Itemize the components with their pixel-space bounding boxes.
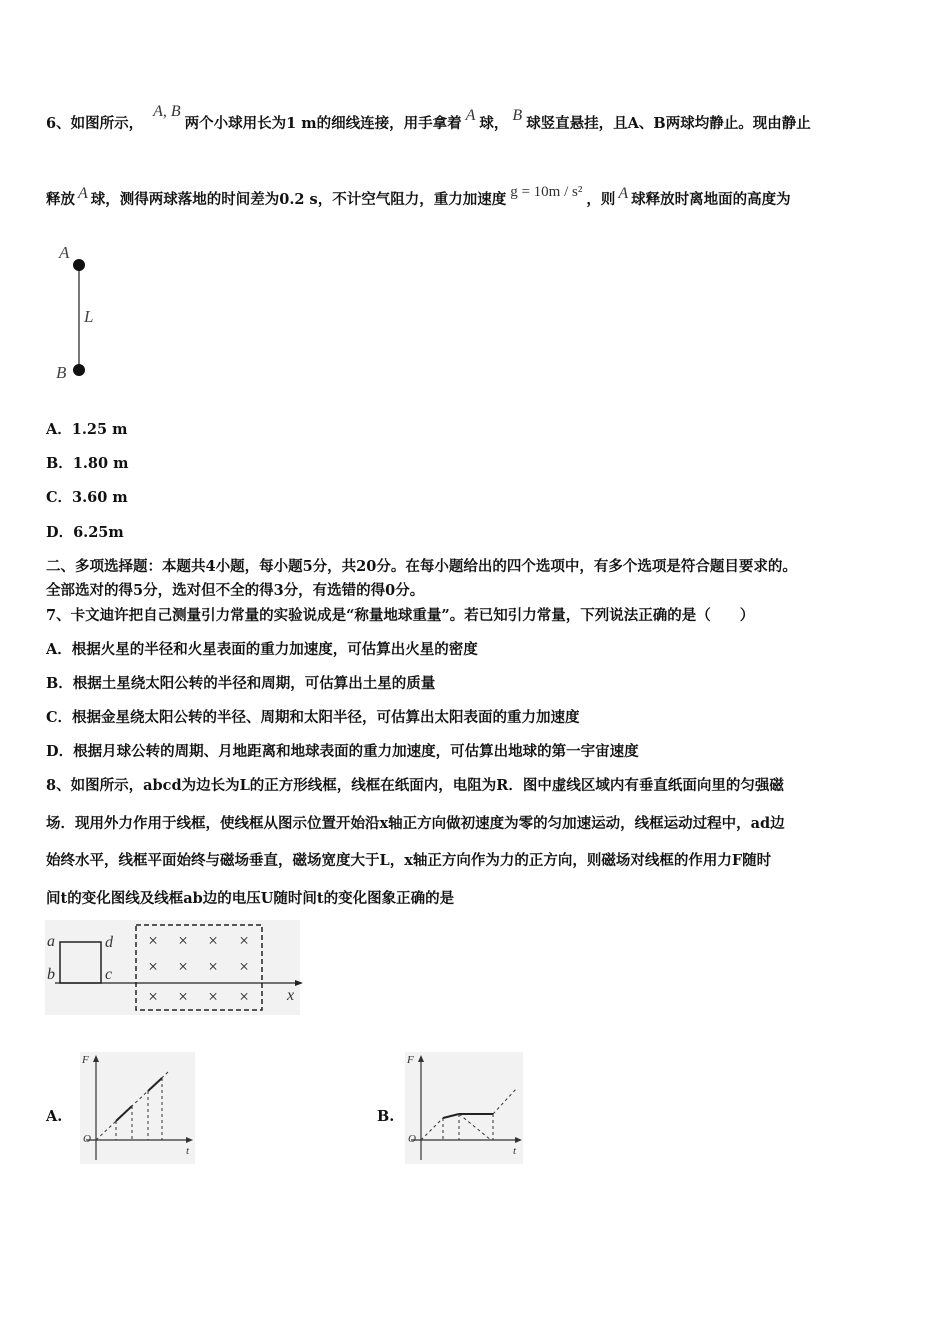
q8-fig-label-d: d bbox=[105, 934, 113, 951]
q8-graph-b-x-label: t bbox=[513, 1145, 517, 1157]
q6-option-b: B．1.80 m bbox=[46, 455, 129, 472]
field-cross-icon: × bbox=[239, 931, 249, 950]
q6-text6: 球释放时离地面的高度为 bbox=[631, 191, 791, 208]
field-cross-icon: × bbox=[208, 987, 218, 1006]
q8-graph-a-background bbox=[80, 1052, 195, 1164]
q7-option-d: D．根据月球公转的周期、月地距离和地球表面的重力加速度，可估算出地球的第一宇宙速度 bbox=[46, 743, 639, 760]
field-cross-icon: × bbox=[239, 957, 249, 976]
q8-graph-b-y-label: F bbox=[407, 1054, 414, 1066]
q6-g-expr: g = 10m / s² bbox=[510, 184, 583, 200]
field-cross-icon: × bbox=[148, 931, 158, 950]
q8-fig-label-c: c bbox=[105, 966, 113, 983]
q6-line-1 bbox=[46, 103, 811, 134]
q6-a-symbol: A bbox=[465, 107, 476, 124]
q6-ab-symbol: A, B bbox=[153, 103, 181, 120]
q6-text2: 球， bbox=[479, 115, 509, 132]
q6-option-d: D．6.25m bbox=[46, 524, 124, 541]
q7-option-b: B．根据土星绕太阳公转的半径和周期，可估算出土星的质量 bbox=[46, 675, 436, 692]
q6-text1: 两个小球用长为1 m的细线连接，用手拿着 bbox=[184, 115, 462, 132]
q8-option-a-label: A. bbox=[46, 1108, 63, 1125]
q8-line-3: 始终水平，线框平面始终与磁场垂直，磁场宽度大于L，x轴正方向作为力的正方向，则磁场对线框的作用力F随时 bbox=[46, 852, 772, 869]
q6-fig-ball-b bbox=[73, 364, 85, 376]
field-cross-icon: × bbox=[178, 931, 188, 950]
q6-prefix: 6、如图所示， bbox=[46, 115, 144, 132]
field-cross-icon: × bbox=[208, 931, 218, 950]
q8-graph-a bbox=[80, 1052, 200, 1167]
q6-line2-prefix: 释放 bbox=[46, 191, 75, 208]
q8-figure bbox=[45, 920, 305, 1020]
q8-graph-b bbox=[405, 1052, 530, 1167]
q6-a-symbol-2: A bbox=[78, 185, 88, 202]
q6-text4: 球，测得两球落地的时间差为0.2 s，不计空气阻力，重力加速度 bbox=[90, 191, 507, 208]
field-cross-icon: × bbox=[239, 987, 249, 1006]
q6-text3: 球竖直悬挂，且A、B两球均静止。现由静止 bbox=[526, 115, 811, 132]
q6-fig-label-a: A bbox=[59, 243, 70, 262]
q6-a-symbol-3: A bbox=[618, 185, 629, 202]
q8-line-2: 场．现用外力作用于线框，使线框从图示位置开始沿x轴正方向做初速度为零的匀加速运动，线框运动过程中，ad边 bbox=[46, 815, 785, 832]
q7-option-c: C．根据金星绕太阳公转的半径、周期和太阳半径，可估算出太阳表面的重力加速度 bbox=[46, 709, 580, 726]
q8-graph-b-origin: O bbox=[408, 1133, 416, 1145]
field-cross-icon: × bbox=[208, 957, 218, 976]
q8-option-b-label: B. bbox=[377, 1108, 395, 1125]
q8-graph-b-background bbox=[405, 1052, 523, 1164]
q6-b-symbol: B bbox=[512, 107, 523, 124]
q6-fig-label-l: L bbox=[84, 307, 94, 326]
q7-option-a: A．根据火星的半径和火星表面的重力加速度，可估算出火星的密度 bbox=[46, 641, 478, 658]
q8-line-4: 间t的变化图线及线框ab边的电压U随时间t的变化图象正确的是 bbox=[46, 890, 455, 907]
section2-line-2: 全部选对的得5分，选对但不全的得3分，有选错的得0分。 bbox=[46, 582, 425, 599]
q8-graph-a-y-label: F bbox=[82, 1054, 89, 1066]
q8-fig-label-b: b bbox=[47, 966, 55, 983]
q7-stem: 7、卡文迪许把自己测量引力常量的实验说成是“称量地球重量”。若已知引力常量，下列说法正确的是（ ） bbox=[46, 607, 755, 624]
section2-line-1: 二、多项选择题：本题共4小题，每小题5分，共20分。在每小题给出的四个选项中，有多个选项是符合题目要求的。 bbox=[46, 558, 797, 575]
q8-fig-label-a: a bbox=[47, 933, 55, 950]
q6-fig-label-b: B bbox=[56, 363, 67, 382]
q8-graph-a-x-label: t bbox=[186, 1145, 190, 1157]
q6-figure bbox=[50, 240, 120, 390]
q6-line-2 bbox=[46, 184, 791, 210]
field-cross-icon: × bbox=[178, 957, 188, 976]
q8-fig-label-x: x bbox=[287, 987, 295, 1004]
field-cross-icon: × bbox=[148, 957, 158, 976]
q6-option-a: A．1.25 m bbox=[46, 421, 128, 438]
q8-line-1: 8、如图所示，abcd为边长为L的正方形线框，线框在纸面内，电阻为R．图中虚线区域内有垂直纸面向里的匀强磁 bbox=[46, 777, 784, 794]
q8-graph-a-origin: O bbox=[83, 1133, 91, 1145]
q6-fig-ball-a bbox=[73, 259, 85, 271]
field-cross-icon: × bbox=[148, 987, 158, 1006]
q6-text5: ，则 bbox=[586, 191, 616, 208]
q6-option-c: C．3.60 m bbox=[46, 489, 128, 506]
field-cross-icon: × bbox=[178, 987, 188, 1006]
